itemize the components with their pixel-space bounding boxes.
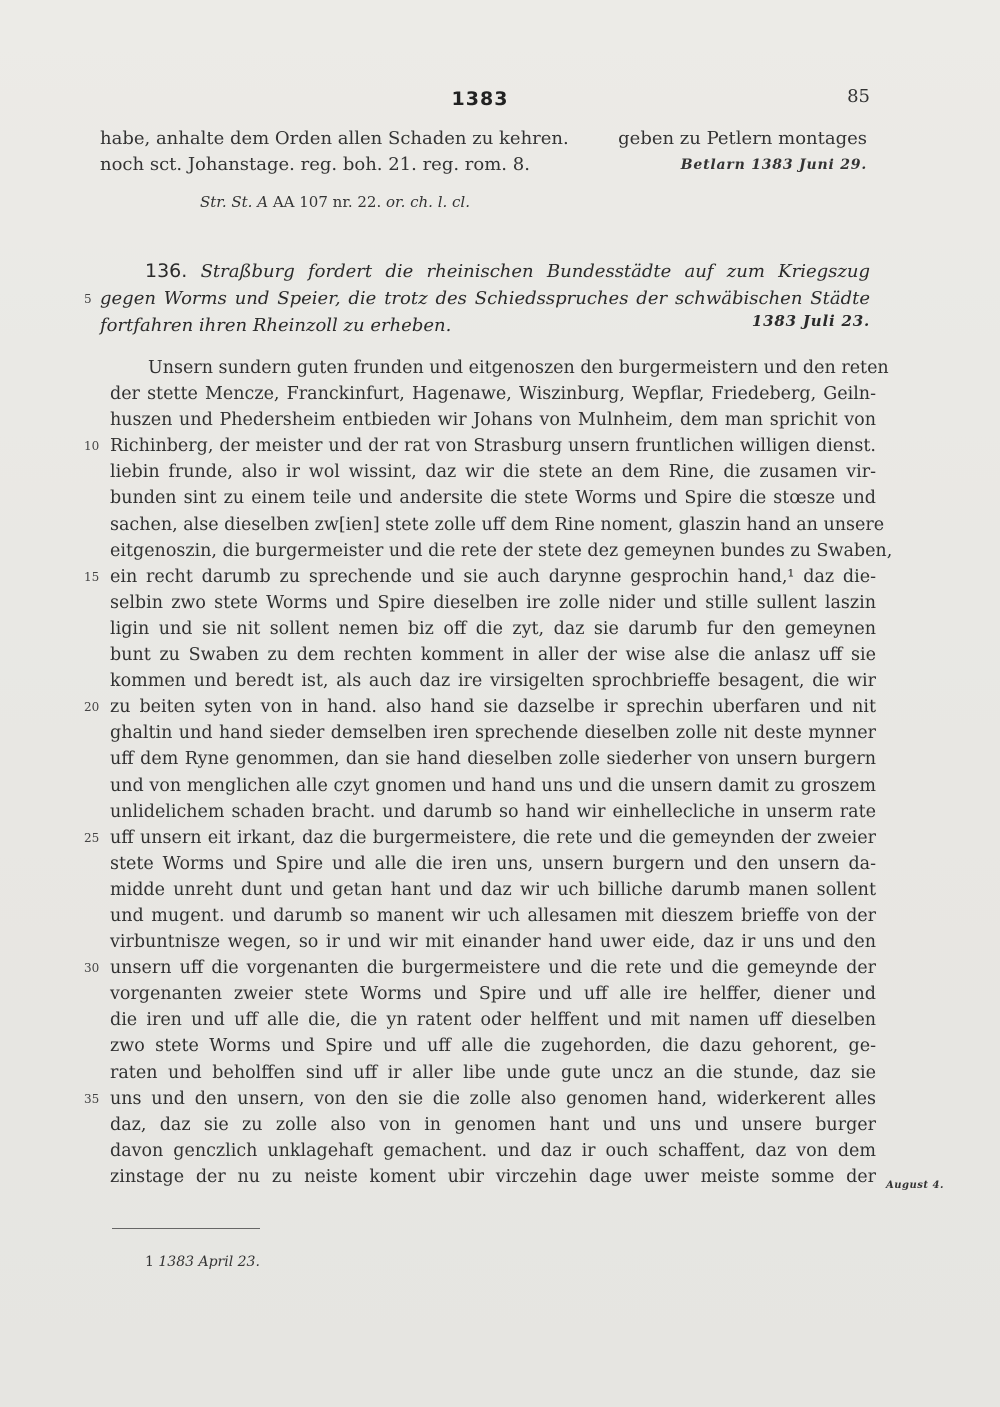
body-line: selbin zwo stete Worms und Spire dieselben ire zolle nider und stille sullent laszin xyxy=(110,592,876,613)
body-line: unsern uff die vorgenanten die burgermeistere und die rete und die gemeynde der xyxy=(110,958,876,979)
footnote xyxy=(145,1254,260,1270)
line-number: 10 xyxy=(84,439,100,454)
line-number: 20 xyxy=(84,700,100,715)
line-number: 25 xyxy=(84,830,100,845)
body-line: der stette Mencze, Franckinfurt, Hagenawe, Wiszinburg, Wepflar, Friedeberg, Geiln- xyxy=(110,384,876,405)
margin-date-note: August 4. xyxy=(886,1180,944,1191)
body-line: bunden sint zu einem teile und andersite die stete Worms und Spire die stœsze und xyxy=(110,488,876,509)
page-number: 85 xyxy=(847,86,870,107)
body-line: zinstage der nu zu neiste koment ubir virczehin dage uwer meiste somme der xyxy=(110,1166,876,1187)
body-line: stete Worms und Spire und alle die iren uns, unsern burgern und den unsern da- xyxy=(110,853,876,874)
line-number: 35 xyxy=(84,1091,100,1106)
entry-date: 1383 Juli 23. xyxy=(751,312,870,330)
previous-entry-line: noch sct. Johanstage. reg. boh. 21. reg. rom. 8. xyxy=(100,154,530,175)
body-line: raten und beholffen sind uff ir aller libe unde gute uncz an die stunde, daz sie xyxy=(110,1062,876,1083)
line-number: 15 xyxy=(84,569,100,584)
footnote-divider xyxy=(112,1228,260,1229)
previous-entry-date: Betlarn 1383 Juni 29. xyxy=(680,157,867,173)
body-line: und mugent. und darumb so manent wir uch allesamen mit dieszem brieffe von der xyxy=(110,905,876,926)
body-line: eitgenoszin, die burgermeister und die rete der stete dez gemeynen bundes zu Swaben, xyxy=(110,540,893,561)
line-number: 30 xyxy=(84,961,100,976)
body-line: und von menglichen alle czyt gnomen und hand uns und die unsern damit zu groszem xyxy=(110,775,876,796)
archive-reference-signature: AA 107 nr. 22. xyxy=(272,193,382,211)
body-line: midde unreht dunt und getan hant und daz wir uch billiche darumb manen sollent xyxy=(110,879,876,900)
body-line: uff dem Ryne genommen, dan sie hand dieselben zolle siederher von unsern burgern xyxy=(110,749,876,770)
running-header-year: 1383 xyxy=(451,88,509,110)
previous-entry-ending xyxy=(100,126,595,178)
body-line: huszen und Phedersheim entbieden wir Johans von Mulnheim, dem man sprichit von xyxy=(110,410,876,431)
footnote-text: 1383 April 23. xyxy=(158,1254,260,1270)
previous-entry-dating-text: geben zu Petlern montages xyxy=(618,128,867,149)
body-line: daz, daz sie zu zolle also von in genomen hant und uns und unsere burger xyxy=(110,1114,876,1135)
body-line: die iren und uff alle die, die yn ratent oder helffent und mit namen uff dieselben xyxy=(110,1010,876,1031)
body-line: kommen und beredt ist, als auch daz ire virsigelten sprochbrieffe besagent, die wir xyxy=(110,671,876,692)
body-line: Richinberg, der meister und der rat von Strasburg unsern fruntlichen willigen dienst. xyxy=(110,436,876,457)
body-line: ligin und sie nit sollent nemen biz off die zyt, daz sie darumb fur den gemeynen xyxy=(110,618,876,639)
body-line: ghaltin und hand sieder demselben iren sprechende dieselben zolle nit deste mynner xyxy=(110,723,876,744)
body-line: virbuntnisze wegen, so ir und wir mit einander hand uwer eide, daz ir uns und den xyxy=(110,932,876,953)
archive-reference-archive: Str. St. A xyxy=(200,193,269,211)
entry-summary: Straßburg fordert die rheinischen Bundesstädte auf zum Kriegszug gegen Worms und Speier, die trotz des Schiedsspruches der schwäbischen Städte fortfahren ihren Rheinzoll zu erheben. xyxy=(100,261,870,336)
body-line: uff unsern eit irkant, daz die burgermeistere, die rete und die gemeynden der zweier xyxy=(110,827,876,848)
archive-reference-format: or. ch. l. cl. xyxy=(386,193,471,211)
previous-entry-line: habe, anhalte dem Orden allen Schaden zu kehren. xyxy=(100,128,569,149)
body-line: davon genczlich unklagehaft gemachent. und daz ir ouch schaffent, daz von dem xyxy=(110,1140,876,1161)
entry-number: 136. xyxy=(145,260,188,282)
document-body xyxy=(110,355,893,1190)
body-line: unlidelichem schaden bracht. und darumb so hand wir einhellecliche in unserm rate xyxy=(110,801,876,822)
body-line: Unsern sundern guten frunden und eitgenoszen den burgermeistern und den reten xyxy=(148,358,889,378)
archive-reference xyxy=(200,193,470,211)
body-line: bunt zu Swaben zu dem rechten komment in aller der wise alse die anlasz uff sie xyxy=(110,645,876,666)
body-line: ein recht darumb zu sprechende und sie auch darynne gesprochin hand,¹ daz die- xyxy=(110,566,876,587)
body-line: liebin frunde, also ir wol wissint, daz wir die stete an dem Rine, die zusamen vir- xyxy=(110,462,876,483)
previous-entry-dating xyxy=(592,126,867,178)
body-line: zwo stete Worms und Spire und uff alle die zugehorden, die dazu gehorent, ge- xyxy=(110,1036,876,1057)
line-number: 5 xyxy=(84,292,92,306)
body-line: uns und den unsern, von den sie die zolle also genomen hand, widerkerent alles xyxy=(110,1088,876,1109)
footnote-marker: 1 xyxy=(145,1254,154,1270)
body-line: zu beiten syten von in hand. also hand sie dazselbe ir sprechin uberfaren und nit xyxy=(110,697,876,718)
body-line: vorgenanten zweier stete Worms und Spire und uff alle ire helffer, diener und xyxy=(110,984,876,1005)
body-line: sachen, alse dieselben zw[ien] stete zolle uff dem Rine noment, glaszin hand an unsere xyxy=(110,514,885,535)
